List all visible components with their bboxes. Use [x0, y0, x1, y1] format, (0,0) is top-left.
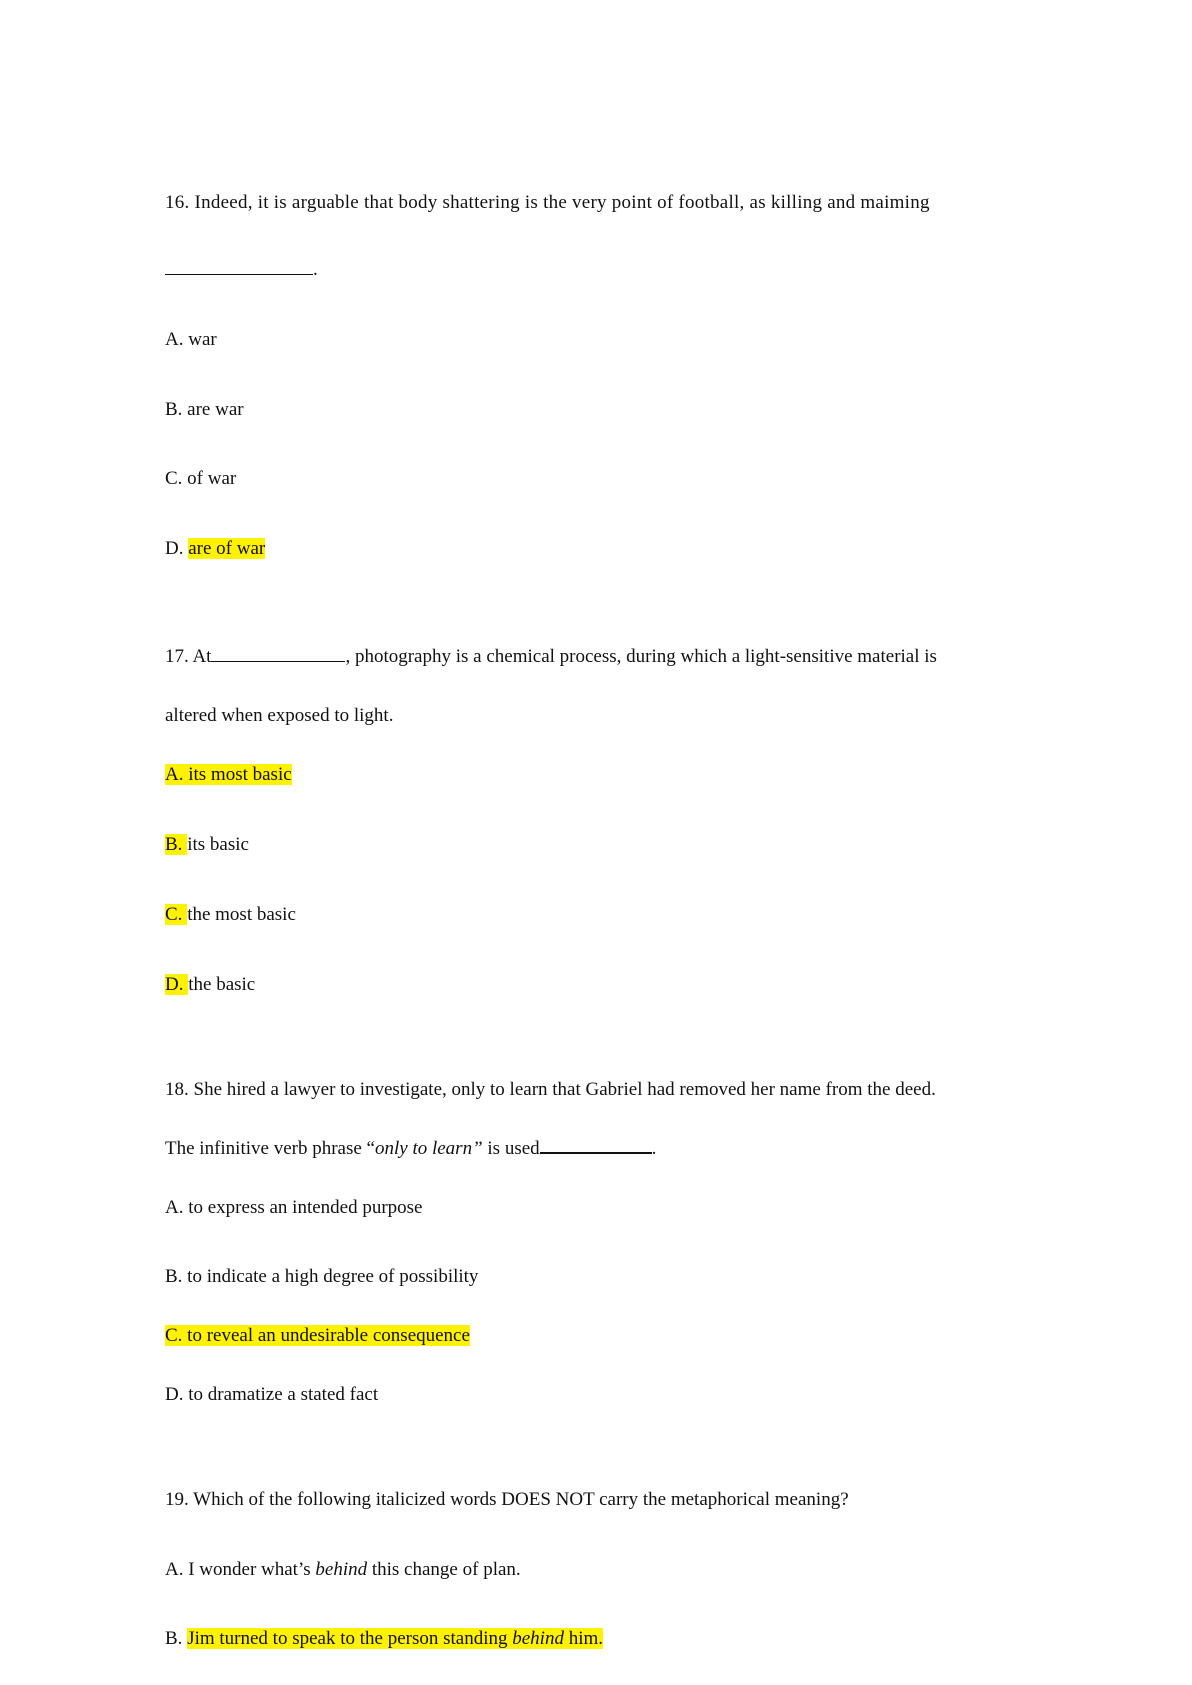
question-16-option-b[interactable]: B. are war — [165, 399, 244, 420]
option-label: C. — [165, 904, 188, 925]
question-17-option-d[interactable] — [165, 973, 255, 997]
question-17-option-c[interactable] — [165, 903, 296, 927]
option-text: the basic — [188, 974, 256, 995]
question-19-option-a[interactable] — [165, 1558, 521, 1582]
stem-suffix: , photography is a chemical process, during which a light-sensitive material is — [345, 646, 937, 667]
question-18-option-c[interactable] — [165, 1324, 470, 1348]
question-16-blank-line — [165, 258, 318, 282]
period: . — [313, 259, 318, 280]
question-18-stem: 18. She hired a lawyer to investigate, only to learn that Gabriel had removed her name from the deed. — [165, 1079, 936, 1100]
question-16-option-a[interactable]: A. war — [165, 329, 217, 350]
stem-prefix: The infinitive verb phrase “ — [165, 1138, 375, 1159]
question-16-option-d[interactable] — [165, 537, 265, 561]
answer-text: Jim turned to speak to the person standing — [187, 1628, 513, 1649]
stem-prefix: 17. At — [165, 646, 212, 667]
question-17-option-b[interactable] — [165, 833, 249, 857]
highlighted-answer: C. to reveal an undesirable consequence — [165, 1325, 470, 1346]
answer-blank — [540, 1136, 652, 1154]
italic-word: behind — [315, 1559, 368, 1580]
question-17-option-a[interactable] — [165, 763, 292, 787]
option-text: A. I wonder what’s — [165, 1559, 316, 1580]
question-17-stem-line2: altered when exposed to light. — [165, 705, 394, 726]
option-text: the most basic — [187, 904, 296, 925]
option-label: D. — [165, 974, 189, 995]
option-label: B. — [165, 834, 188, 855]
question-18-stem-line2 — [165, 1136, 656, 1161]
option-label: B. — [165, 1628, 188, 1649]
question-19-stem: 19. Which of the following italicized words DOES NOT carry the metaphorical meaning? — [165, 1489, 849, 1510]
answer-text-end: him. — [563, 1628, 604, 1649]
period: . — [651, 1138, 657, 1159]
option-label: D. — [165, 538, 189, 559]
stem-mid: is used — [482, 1138, 540, 1159]
question-18-option-b[interactable]: B. to indicate a high degree of possibility — [165, 1266, 479, 1287]
highlighted-answer — [187, 1628, 603, 1649]
option-text: its basic — [187, 834, 249, 855]
answer-blank — [211, 645, 345, 662]
italic-word: behind — [512, 1628, 564, 1649]
option-text-end: this change of plan. — [367, 1559, 521, 1580]
question-18-option-d[interactable]: D. to dramatize a stated fact — [165, 1384, 379, 1405]
question-19-option-b[interactable] — [165, 1627, 603, 1651]
question-16-option-c[interactable]: C. of war — [165, 468, 237, 489]
question-17-stem — [165, 645, 937, 669]
question-18-option-a[interactable]: A. to express an intended purpose — [165, 1197, 423, 1218]
answer-blank — [165, 258, 313, 275]
question-16-stem: 16. Indeed, it is arguable that body shattering is the very point of football, as killing and maiming — [165, 192, 930, 213]
italic-phrase: only to learn” — [374, 1138, 483, 1159]
highlighted-answer: are of war — [188, 538, 266, 559]
highlighted-answer: A. its most basic — [165, 764, 292, 785]
